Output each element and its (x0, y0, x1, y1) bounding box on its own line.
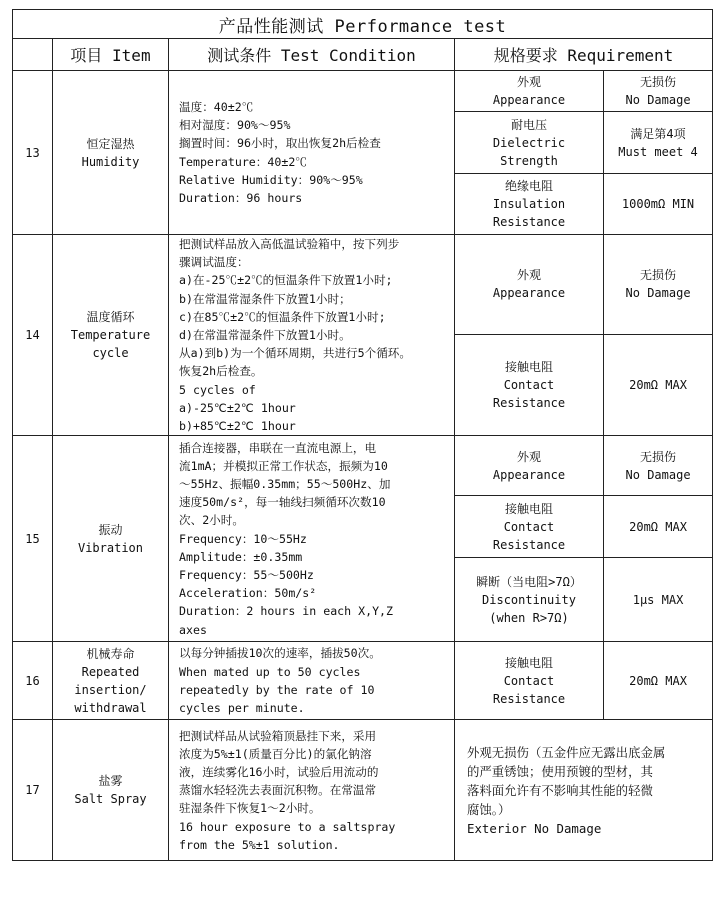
requirement-spec (604, 558, 713, 642)
item-cell (53, 642, 169, 720)
condition-line: axes (179, 622, 207, 637)
requirement-test (455, 174, 604, 235)
requirement-text (455, 720, 713, 861)
item-name-en: Temperature (70, 328, 151, 343)
condition-line: 蒸馏水轻轻洗去表面沉积物。在常温常 (179, 783, 377, 798)
condition-line: d)在常温常湿条件下放置1小时。 (179, 328, 351, 343)
condition-line: b)+85℃±2℃ 1hour (179, 419, 296, 434)
requirement-spec-cn: 满足第4项 (630, 126, 686, 141)
item-cell (53, 71, 169, 235)
table-row (13, 235, 713, 335)
item-name-en: insertion/ (74, 682, 147, 697)
requirement-spec-en: 20mΩ MAX (629, 673, 687, 688)
requirement-spec (604, 174, 713, 235)
condition-cell (169, 642, 455, 720)
condition-cell (169, 436, 455, 642)
condition-line: 液，连续雾化16小时，试验后用流动的 (179, 764, 379, 779)
condition-line: 浓度为5%±1(质量百分比)的氯化钠溶 (179, 746, 372, 761)
requirement-spec-en: 1000mΩ MIN (621, 197, 695, 211)
requirement-test-cn: 外观 (516, 268, 541, 283)
requirement-test (455, 334, 604, 436)
item-name-cn: 机械寿命 (86, 646, 135, 661)
requirement-spec-en: 1μs MAX (632, 592, 684, 607)
condition-line: a)-25℃±2℃ 1hour (179, 400, 296, 415)
requirement-spec (604, 112, 713, 174)
requirement-test-en: Insulation (492, 197, 566, 211)
condition-line: 流1mA；并模拟正常工作状态，振频为10 (179, 458, 388, 473)
condition-line: 相对湿度：90%～95% (179, 118, 291, 133)
header-item: 项目 Item (53, 39, 169, 71)
requirement-test-en: Strength (500, 153, 558, 168)
item-name-en: Salt Spray (74, 792, 147, 807)
requirement-spec (604, 334, 713, 436)
condition-line: a)在-25℃±2℃的恒温条件下放置1小时; (179, 273, 393, 288)
requirement-test (455, 558, 604, 642)
requirement-test-en: Resistance (492, 215, 566, 229)
item-cell (53, 720, 169, 861)
requirement-test (455, 496, 604, 558)
condition-line: 恢复2h后检查。 (179, 364, 263, 379)
requirement-line: 外观无损伤（五金件应无露出底金属 (467, 744, 666, 760)
requirement-test-cn: 耐电压 (510, 117, 547, 132)
requirement-test-cn: 瞬断（当电阻>7Ω） (476, 574, 582, 589)
condition-line: from the 5%±1 solution. (179, 837, 340, 852)
table-row (13, 71, 713, 112)
requirement-test-cn: 绝缘电阻 (504, 179, 553, 193)
requirement-spec-cn: 无损伤 (640, 268, 677, 283)
requirement-test-en: Discontinuity (482, 592, 576, 607)
condition-line: 骤调试温度： (179, 255, 249, 270)
condition-line: When mated up to 50 cycles (179, 664, 361, 679)
condition-line: Duration：96 hours (179, 190, 303, 205)
requirement-test-en: Appearance (492, 286, 566, 301)
condition-line: cycles per minute. (179, 700, 305, 715)
condition-line: c)在85℃±2℃的恒温条件下放置1小时; (179, 309, 386, 324)
row-number: 17 (13, 720, 53, 861)
requirement-test (455, 112, 604, 174)
condition-line: 以每分钟插拔10次的速率，插拔50次。 (179, 646, 381, 661)
performance-test-table (12, 9, 713, 861)
requirement-test (455, 436, 604, 496)
requirement-spec (604, 642, 713, 720)
item-name-en: withdrawal (74, 700, 147, 715)
requirement-test-en: Appearance (492, 93, 566, 107)
requirement-test (455, 235, 604, 335)
requirement-spec (604, 436, 713, 496)
requirement-spec-en: Must meet 4 (618, 144, 698, 159)
table-row (13, 642, 713, 720)
row-number: 14 (13, 235, 53, 436)
condition-line: ～55Hz、振幅0.35mm；55～500Hz、加 (179, 477, 391, 492)
requirement-line: 落料面允许有不影响其性能的轻微 (467, 782, 653, 798)
item-name-cn: 恒定湿热 (86, 136, 135, 151)
requirement-test-cn: 接触电阻 (504, 501, 553, 516)
condition-line: 把测试样品放入高低温试验箱中，按下列步 (179, 237, 400, 251)
item-name-cn: 盐雾 (98, 774, 123, 789)
requirement-test (455, 71, 604, 112)
condition-cell (169, 720, 455, 861)
table-row (13, 720, 713, 861)
table-row (13, 436, 713, 496)
requirement-spec (604, 496, 713, 558)
condition-line: Frequency：55～500Hz (179, 568, 314, 583)
row-number: 16 (13, 642, 53, 720)
condition-line: 把测试样品从试验箱顶悬挂下来，采用 (179, 728, 377, 743)
requirement-line: Exterior No Damage (467, 820, 602, 836)
condition-line: Frequency：10～55Hz (179, 531, 307, 546)
header-condition: 测试条件 Test Condition (169, 39, 455, 71)
condition-line: b)在常温常湿条件下放置1小时； (179, 291, 351, 306)
requirement-test-en: Contact (503, 673, 555, 688)
header-requirement: 规格要求 Requirement (455, 39, 713, 71)
row-number: 15 (13, 436, 53, 642)
requirement-test-en: (when R>7Ω) (489, 610, 569, 625)
requirement-spec-en: 20mΩ MAX (629, 377, 687, 392)
condition-cell (169, 235, 455, 436)
condition-line: Relative Humidity：90%～95% (179, 172, 363, 187)
condition-line: 搁置时间：96小时，取出恢复2h后检查 (179, 136, 381, 151)
item-name-en: Repeated (81, 664, 140, 679)
item-cell (53, 436, 169, 642)
requirement-test-cn: 接触电阻 (504, 359, 553, 374)
requirement-test-en: Dielectric (492, 135, 566, 150)
item-name-en: cycle (92, 346, 129, 361)
condition-line: 次、2小时。 (179, 513, 244, 528)
condition-line: 从a)到b)为一个循环周期，共进行5个循环。 (179, 346, 411, 361)
condition-line: Amplitude：±0.35mm (179, 549, 303, 564)
row-number: 13 (13, 71, 53, 235)
condition-line: 5 cycles of (179, 382, 256, 397)
requirement-spec (604, 71, 713, 112)
condition-cell (169, 71, 455, 235)
requirement-spec (604, 235, 713, 335)
requirement-line: 腐蚀。） (467, 801, 511, 817)
item-name-cn: 振动 (98, 522, 123, 537)
requirement-line: 的严重锈蚀；使用预镀的型材，其 (467, 763, 653, 779)
item-name-cn: 温度循环 (86, 310, 135, 325)
requirement-test-cn: 外观 (516, 449, 541, 464)
requirement-spec-en: No Damage (625, 286, 691, 301)
requirement-spec-cn: 无损伤 (640, 75, 677, 89)
item-name-en: Vibration (77, 540, 144, 555)
requirement-spec-en: No Damage (625, 93, 691, 107)
condition-line: Temperature：40±2℃ (179, 154, 307, 169)
table-title: 产品性能测试 Performance test (13, 10, 713, 39)
condition-line: 16 hour exposure to a saltspray (179, 819, 396, 834)
requirement-test-en: Contact (503, 519, 555, 534)
requirement-test-en: Resistance (492, 395, 566, 410)
requirement-test-cn: 接触电阻 (504, 655, 553, 670)
item-cell (53, 235, 169, 436)
requirement-test-en: Resistance (492, 691, 566, 706)
requirement-spec-en: No Damage (625, 467, 691, 482)
condition-line: 温度：40±2℃ (179, 99, 254, 114)
requirement-test (455, 642, 604, 720)
condition-line: Duration：2 hours in each X,Y,Z (179, 604, 394, 619)
condition-line: Acceleration：50m/s² (179, 586, 317, 601)
requirement-test-en: Contact (503, 377, 555, 392)
condition-line: 速度50m/s²，每一轴线扫频循环次数10 (179, 495, 386, 510)
requirement-test-en: Appearance (492, 467, 566, 482)
requirement-test-cn: 外观 (516, 75, 541, 89)
requirement-test-en: Resistance (492, 537, 566, 552)
requirement-spec-en: 20mΩ MAX (629, 519, 687, 534)
condition-line: repeatedly by the rate of 10 (179, 682, 375, 697)
condition-line: 驻湿条件下恢复1～2小时。 (179, 801, 321, 816)
condition-line: 插合连接器，串联在一直流电源上，电 (179, 440, 377, 455)
header-number (13, 39, 53, 71)
requirement-spec-cn: 无损伤 (640, 449, 677, 464)
item-name-en: Humidity (81, 154, 140, 169)
